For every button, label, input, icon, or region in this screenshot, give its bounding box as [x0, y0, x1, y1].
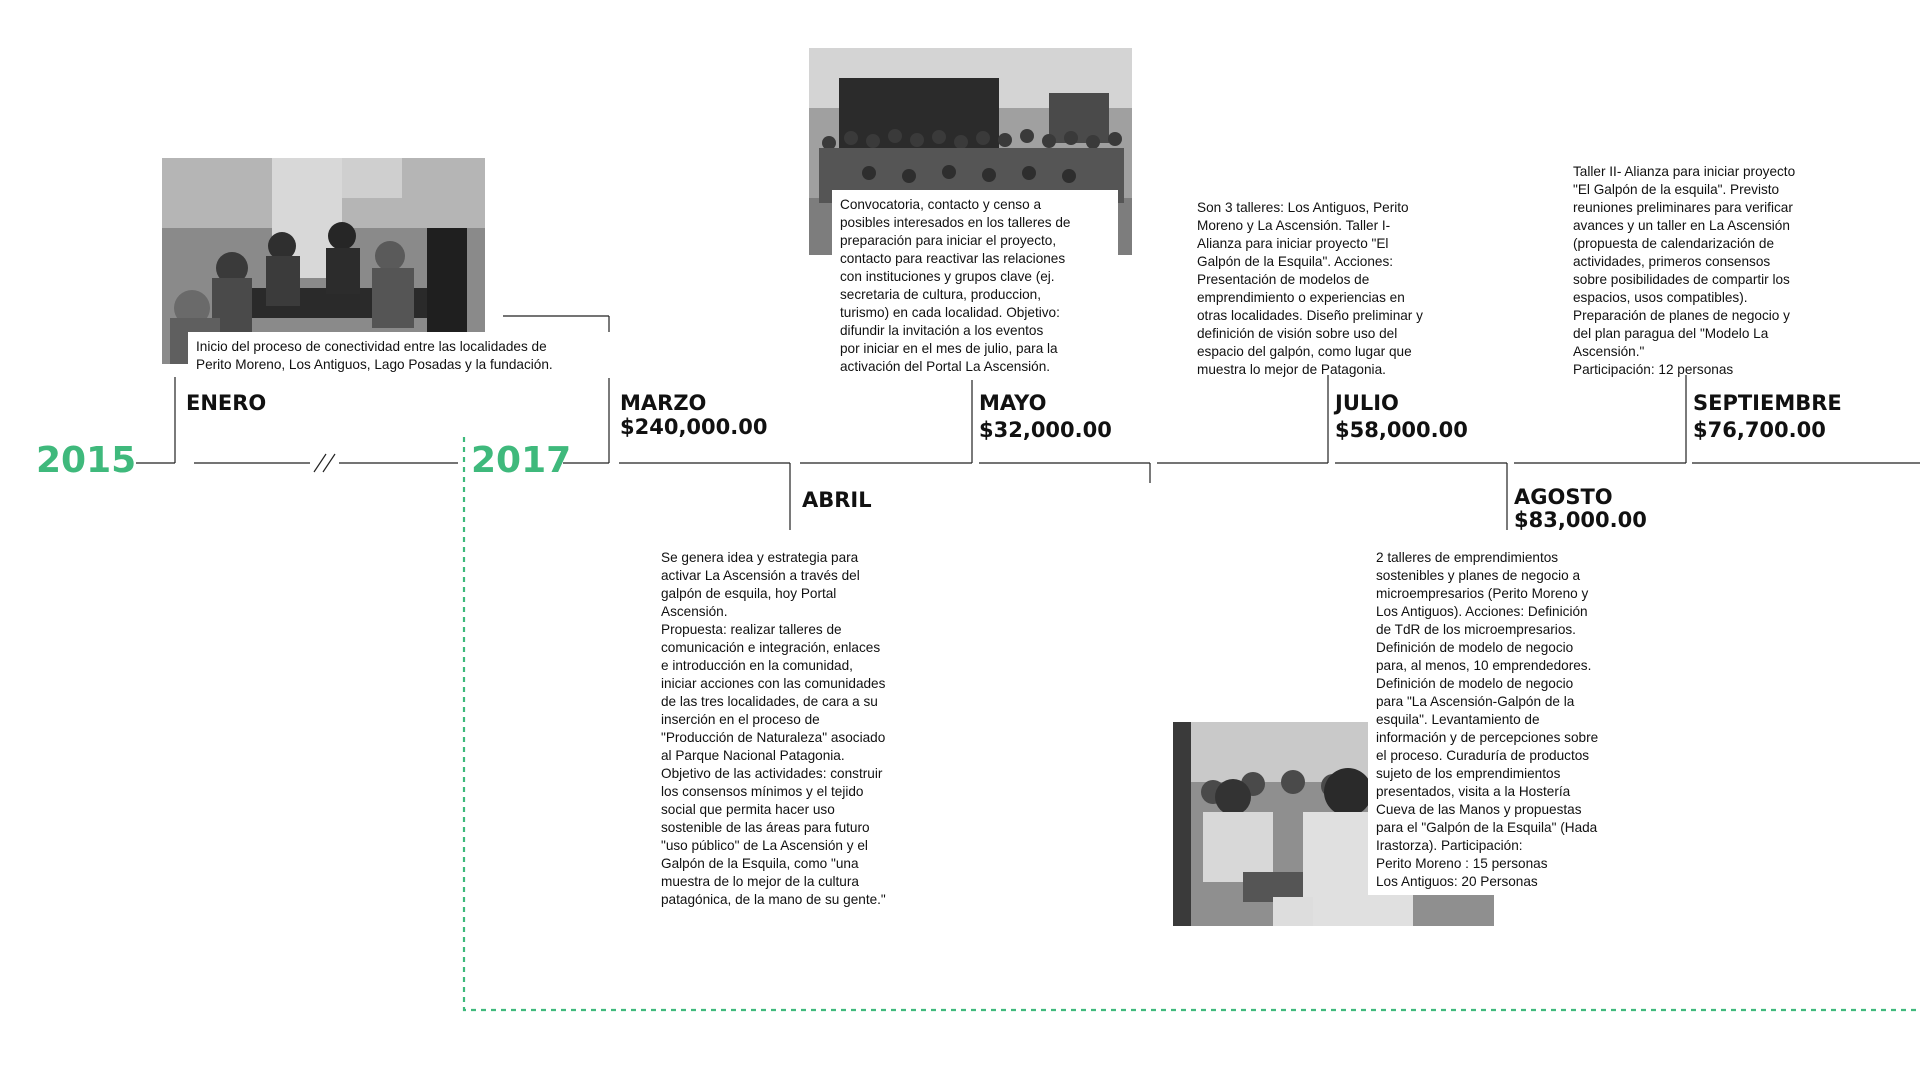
mayo-label: MAYO: [979, 391, 1047, 415]
agosto-description: 2 talleres de emprendimientos sostenibles y planes de negocio a microempresarios (Perito Moreno y Los Antiguos). Acciones: Definición de TdR de los microempresarios. Definición de modelo de negocio para, al menos, 10 emprendedores. Definición de modelo de negocio para "La Ascensión-Galpón de la esquila". Levantamiento de información y de percepciones sobre el proceso. Curaduría de productos sujeto de los emprendimientos presentados, visita a la Hostería Cueva de las Manos y propuestas para el "Galpón de la Esquila" (Hada Irastorza). Participación: Perito Moreno : 15 personas Los Antiguos: 20 Personas: [1368, 549, 1646, 895]
julio-amount: $58,000.00: [1335, 418, 1468, 442]
septiembre-label: SEPTIEMBRE: [1693, 391, 1842, 415]
enero-label: ENERO: [186, 391, 267, 415]
julio-label: JULIO: [1335, 391, 1399, 415]
mayo-amount: $32,000.00: [979, 418, 1112, 442]
agosto-label: AGOSTO: [1514, 485, 1613, 509]
enero-description: Inicio del proceso de conectividad entre las localidades de Perito Moreno, Los Antiguos, Lago Posadas y la fundación.: [188, 332, 624, 378]
abril-description: Se genera idea y estrategia para activar La Ascensión a través del galpón de esquila, hoy Portal Ascensión. Propuesta: realizar talleres de comunicación e integración, enlaces e introducción en la comunidad, iniciar acciones con las comunidades de las tres localidades, de cara a su inserción en el proceso de "Producción de Naturaleza" asociado al Parque Nacional Patagonia. Objetivo de las actividades: construir los consensos mínimos y el tejido social que permita hacer uso sostenible de las áreas para futuro "uso público" de La Ascensión y el Galpón de la Esquila, como "una muestra de lo mejor de la cultura patagónica, de la mano de su gente.": [661, 550, 886, 907]
septiembre-description: Taller II- Alianza para iniciar proyecto "El Galpón de la esquila". Previsto reuniones preliminares para verificar avances y un taller en La Ascensión (propuesta de calendarización de actividades, primeros consensos sobre posibilidades de compartir los espacios, usos compatibles). Preparación de planes de negocio y del plan paragua del "Modelo La Ascensión." Participación: 12 personas: [1573, 164, 1796, 377]
year-2017: 2017: [471, 440, 572, 481]
marzo-description: Convocatoria, contacto y censo a posibles interesados en los talleres de preparación para iniciar el proyecto, contacto para reactivar las relaciones con instituciones y grupos clave (ej. secretaria de cultura, produccion, turismo) en cada localidad. Objetivo: difundir la invitación a los eventos por iniciar en el mes de julio, para la activación del Portal La Ascensión.: [832, 190, 1118, 380]
abril-label: ABRIL: [802, 488, 872, 512]
marzo-label: MARZO: [620, 391, 707, 415]
agosto-amount: $83,000.00: [1514, 508, 1647, 532]
mayo-description: Son 3 talleres: Los Antiguos, Perito Moreno y La Ascensión. Taller I- Alianza para iniciar proyecto "El Galpón de la Esquila". Acciones: Presentación de modelos de emprendimiento o experiencias en otras localidades. Diseño preliminar y definición de visión sobre uso del espacio del galpón, como lugar que muestra lo mejor de Patagonia.: [1197, 200, 1423, 377]
marzo-amount: $240,000.00: [620, 415, 768, 439]
septiembre-amount: $76,700.00: [1693, 418, 1826, 442]
year-2015: 2015: [36, 440, 137, 481]
